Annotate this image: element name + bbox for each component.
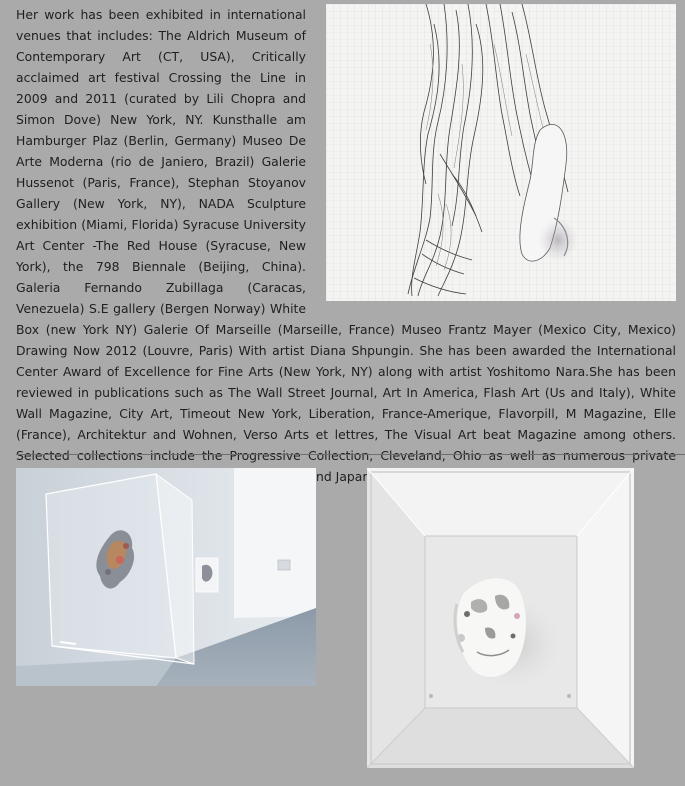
installation-photo	[16, 468, 316, 686]
artist-bio	[16, 4, 676, 487]
sculpture-artwork	[367, 468, 634, 768]
section-divider	[16, 454, 685, 455]
drawing-artwork	[326, 4, 676, 301]
drawing-image	[326, 4, 676, 301]
sculpture-photo	[367, 468, 634, 768]
installation-artwork	[16, 468, 316, 686]
artist-bio-text: Her work has been exhibited in international venues that includes: The Aldrich Museum of Contemporary Art (CT, USA), Critically acclaimed art festival Crossing the Line in 2009 and 2011 (curated by Lili Chopra and Simon Dove) New York, NY. Kunsthalle am Hamburger Plaz (Berlin, Germany) Museo De Arte Moderna (rio de Janiero, Brazil) Galerie Hussenot (Paris, France), Stephan Stoyanov Gallery (New York, NY), NADA Sculpture exhibition (Miami, Florida) Syracuse University Art Center -The Red House (Syracuse, New York), the 798 Biennale (Beijing, China). Galeria Fernando Zubillaga (Caracas, Venezuela) S.E gallery (Bergen Norway) White Box (new York NY) Galerie Of Marseille (Marseille, France) Museo Frantz Mayer (Mexico City, Mexico) Drawing Now 2012 (Louvre, Paris) With artist Diana Shpungin. She has been awarded the International Center Award of Excellence for Fine Arts (New York, NY) along with artist Yoshitomo Nara.She has been reviewed in publications such as The Wall Street Journal, Art In America, Flash Art (Us and Italy), White Wall Magazine, City Art, Timeout New York, Liberation, France-Amerique, Flavorpill, M Magazine, Elle (France), Architektur and Wohnen, Verso Arts et lettres, The Visual Art beat Magazine among others. Selected collections include the Progressive Collection, Cleveland, Ohio as well as numerous private and Japan.	[16, 7, 676, 484]
